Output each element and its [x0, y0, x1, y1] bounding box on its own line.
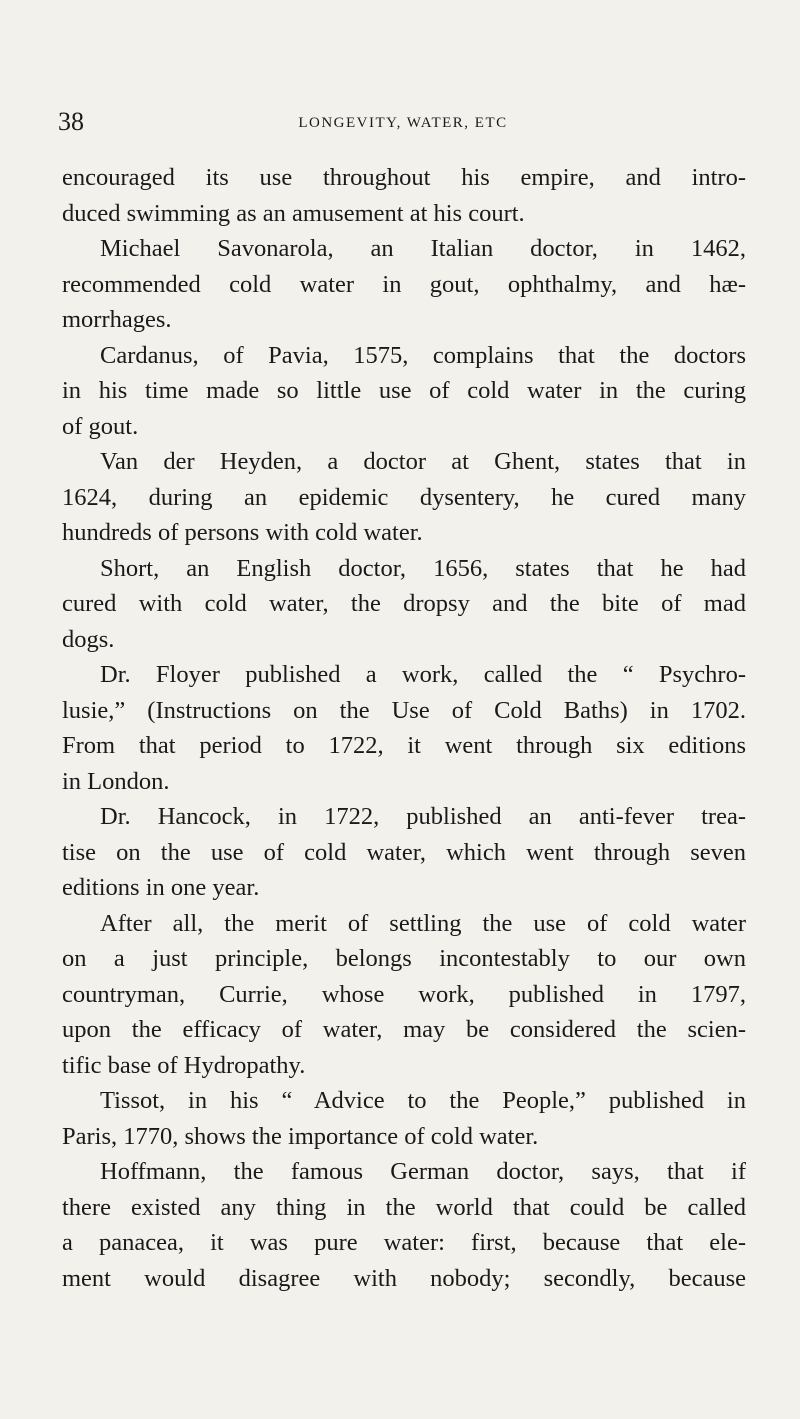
text-line: countryman, Currie, whose work, published in 1797,: [62, 980, 746, 1008]
text-line: morrhages.: [62, 306, 172, 333]
text-line: duced swimming as an amusement at his court.: [62, 199, 525, 227]
text-line: dogs.: [62, 625, 115, 653]
text-line: Dr. Hancock, in 1722, published an anti-fever trea-: [100, 803, 746, 830]
text-line: cured with cold water, the dropsy and the bite of mad: [62, 590, 746, 617]
page-number: 38: [58, 107, 84, 136]
text-line: hundreds of persons with cold water.: [62, 519, 423, 546]
text-line: a panacea, it was pure water: first, because that ele-: [62, 1229, 746, 1256]
text-line: Tissot, in his “ Advice to the People,” published in: [100, 1087, 746, 1114]
text-line: upon the efficacy of water, may be considered the scien-: [62, 1016, 746, 1043]
text-line: ment would disagree with nobody; secondly, because: [62, 1264, 746, 1292]
text-line: in London.: [62, 767, 170, 795]
body-text: [62, 160, 746, 1296]
running-title: LONGEVITY, WATER, ETC: [298, 115, 508, 131]
text-line: Paris, 1770, shows the importance of cold water.: [62, 1122, 539, 1150]
text-line: Michael Savonarola, an Italian doctor, in 1462,: [100, 235, 746, 262]
text-line: From that period to 1722, it went through six editions: [62, 732, 746, 759]
text-line: Hoffmann, the famous German doctor, says, that if: [100, 1158, 746, 1185]
text-line: encouraged its use throughout his empire, and intro-: [62, 164, 746, 191]
text-line: tific base of Hydropathy.: [62, 1051, 306, 1079]
text-line: recommended cold water in gout, ophthalmy, and hæ-: [62, 270, 746, 298]
text-line: editions in one year.: [62, 874, 260, 901]
text-line: 1624, during an epidemic dysentery, he cured many: [62, 483, 746, 511]
text-line: on a just principle, belongs incontestably to our own: [62, 945, 746, 972]
page-header: [58, 107, 748, 137]
text-line: lusie,” (Instructions on the Use of Cold Baths) in 1702.: [62, 696, 746, 724]
text-line: there existed any thing in the world that could be called: [62, 1193, 746, 1221]
text-line: in his time made so little use of cold water in the curing: [62, 377, 746, 404]
text-line: After all, the merit of settling the use of cold water: [100, 909, 746, 937]
text-line: Van der Heyden, a doctor at Ghent, states that in: [100, 448, 746, 475]
text-line: tise on the use of cold water, which went through seven: [62, 838, 746, 866]
text-line: of gout.: [62, 412, 139, 440]
text-line: Short, an English doctor, 1656, states that he had: [100, 554, 746, 582]
text-line: Dr. Floyer published a work, called the “ Psychro-: [100, 661, 746, 688]
text-line: Cardanus, of Pavia, 1575, complains that the doctors: [100, 341, 746, 369]
